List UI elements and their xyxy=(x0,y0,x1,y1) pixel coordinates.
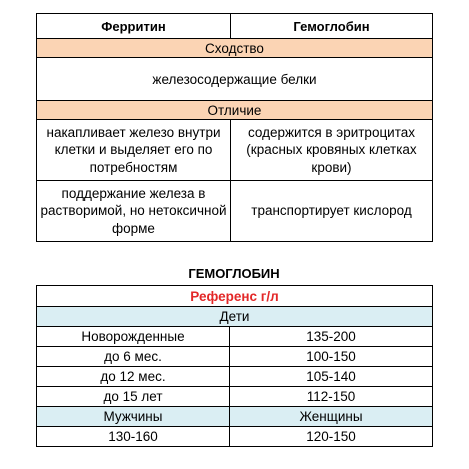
women-header: Женщины xyxy=(230,407,433,427)
children-label: Дети xyxy=(37,307,433,327)
hemoglobin-reference-table xyxy=(36,285,433,447)
similarity-row xyxy=(37,58,433,101)
ferritin-difference-cell: накапливает железо внутри клетки и выделяет его по потребностям xyxy=(37,120,231,181)
reference-label: Референс г/л xyxy=(37,286,433,307)
table-row xyxy=(37,387,433,407)
header-ferritin: Ферритин xyxy=(37,14,231,39)
similarity-text: железосодержащие белки xyxy=(37,58,433,101)
ferritin-hemoglobin-comparison-table xyxy=(36,13,433,242)
hemoglobin-difference-cell: содержится в эритроцитах (красных кровяных клетках крови) xyxy=(231,120,433,181)
difference-label: Отличие xyxy=(37,101,433,120)
age-group-cell: до 15 лет xyxy=(37,387,230,407)
reference-label-row xyxy=(37,286,433,307)
table-row xyxy=(37,120,433,181)
reference-value-cell: 105-140 xyxy=(230,367,433,387)
children-section-row xyxy=(37,307,433,327)
table-row xyxy=(37,181,433,242)
similarity-section-row xyxy=(37,39,433,58)
table-row xyxy=(37,347,433,367)
men-header: Мужчины xyxy=(37,407,230,427)
table-row xyxy=(37,367,433,387)
women-value-cell: 120-150 xyxy=(230,427,433,447)
header-hemoglobin: Гемоглобин xyxy=(231,14,433,39)
reference-value-cell: 100-150 xyxy=(230,347,433,367)
table-row xyxy=(37,427,433,447)
ferritin-difference-cell: поддержание железа в растворимой, но нетоксичной форме xyxy=(37,181,231,242)
hemoglobin-difference-cell: транспортирует кислород xyxy=(231,181,433,242)
age-group-cell: до 12 мес. xyxy=(37,367,230,387)
header-row xyxy=(37,14,433,39)
age-group-cell: Новорожденные xyxy=(37,327,230,347)
similarity-label: Сходство xyxy=(37,39,433,58)
age-group-cell: до 6 мес. xyxy=(37,347,230,367)
reference-value-cell: 135-200 xyxy=(230,327,433,347)
reference-table-title: ГЕМОГЛОБИН xyxy=(188,266,280,281)
adult-header-row xyxy=(37,407,433,427)
table-row xyxy=(37,327,433,347)
reference-value-cell: 112-150 xyxy=(230,387,433,407)
men-value-cell: 130-160 xyxy=(37,427,230,447)
difference-section-row xyxy=(37,101,433,120)
